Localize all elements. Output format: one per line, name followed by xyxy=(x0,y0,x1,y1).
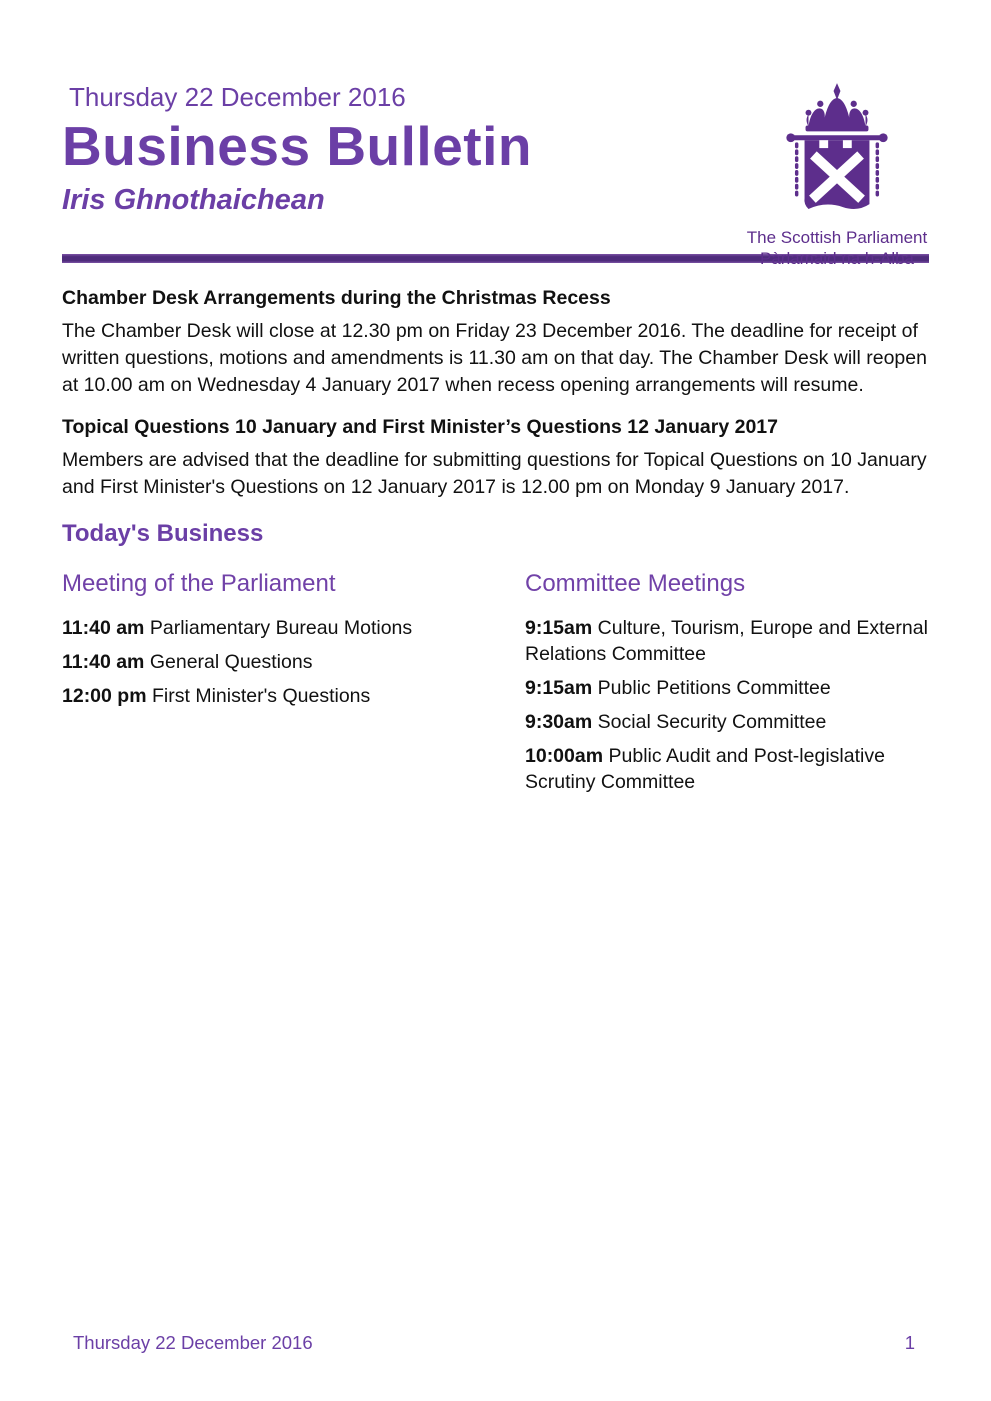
notice-body: Members are advised that the deadline for submitting questions for Topical Questions on 10 January and First Minister's Questions on 12 January 2017 is 12.00 pm on Monday 9 January 2017. xyxy=(62,449,927,499)
logo-wordmark-english: The Scottish Parliament xyxy=(746,228,928,247)
column-meeting-of-parliament xyxy=(62,571,525,802)
schedule-time: 9:15am xyxy=(525,676,593,699)
schedule-time: 9:30am xyxy=(525,710,593,733)
schedule-item xyxy=(525,675,929,701)
schedule-label: Parliamentary Bureau Motions xyxy=(149,616,413,639)
todays-business-heading: Today's Business xyxy=(62,520,264,548)
schedule-label: Public Audit and Post-legislative Scrutiny Committee xyxy=(525,744,885,793)
schedule-label: General Questions xyxy=(149,650,313,673)
scottish-parliament-logo xyxy=(743,82,931,269)
parliament-crest-icon xyxy=(743,82,931,224)
schedule-time: 9:15am xyxy=(525,616,593,639)
todays-business-columns xyxy=(62,571,929,802)
schedule-time: 12:00 pm xyxy=(62,684,147,707)
notice-chamber-desk xyxy=(62,285,929,399)
document-body xyxy=(0,263,991,802)
schedule-item xyxy=(62,683,525,709)
footer-date: Thursday 22 December 2016 xyxy=(73,1332,313,1353)
notice-body: The Chamber Desk will close at 12.30 pm on Friday 23 December 2016. The deadline for receipt of written questions, motions and amendments is 11.30 am on that day. The Chamber Desk will reopen at 10.00 am on Wednesday 4 January 2017 when recess opening arrangements will resume. xyxy=(62,320,927,397)
document-header xyxy=(0,0,991,268)
schedule-item xyxy=(525,615,929,667)
schedule-item xyxy=(525,709,929,735)
schedule-time: 11:40 am xyxy=(62,650,145,673)
schedule-label: Culture, Tourism, Europe and External Relations Committee xyxy=(525,616,928,665)
schedule-label: Social Security Committee xyxy=(597,710,827,733)
page-footer xyxy=(62,1332,929,1354)
column-heading: Meeting of the Parliament xyxy=(62,570,336,598)
schedule-time: 11:40 am xyxy=(62,616,145,639)
schedule-item xyxy=(62,649,525,675)
schedule-time: 10:00am xyxy=(525,744,604,767)
logo-wordmark-gaelic: Pàrlamaid na h-Alba xyxy=(759,248,915,268)
schedule-label: Public Petitions Committee xyxy=(597,676,831,699)
notice-heading: Topical Questions 10 January and First Minister’s Questions 12 January 2017 xyxy=(62,416,778,439)
footer-page-number: 1 xyxy=(904,1332,915,1353)
column-heading: Committee Meetings xyxy=(525,570,746,598)
schedule-item xyxy=(525,743,929,795)
notice-heading: Chamber Desk Arrangements during the Christmas Recess xyxy=(62,287,611,310)
column-committee-meetings xyxy=(525,571,929,802)
schedule-label: First Minister's Questions xyxy=(152,684,371,707)
notice-topical-questions xyxy=(62,414,929,501)
header-date: Thursday 22 December 2016 xyxy=(69,82,406,112)
schedule-item xyxy=(62,615,525,641)
logo-wordmark xyxy=(743,228,931,269)
page-title: Business Bulletin xyxy=(62,115,532,177)
page-subtitle-gaelic: Iris Ghnothaichean xyxy=(62,184,325,217)
